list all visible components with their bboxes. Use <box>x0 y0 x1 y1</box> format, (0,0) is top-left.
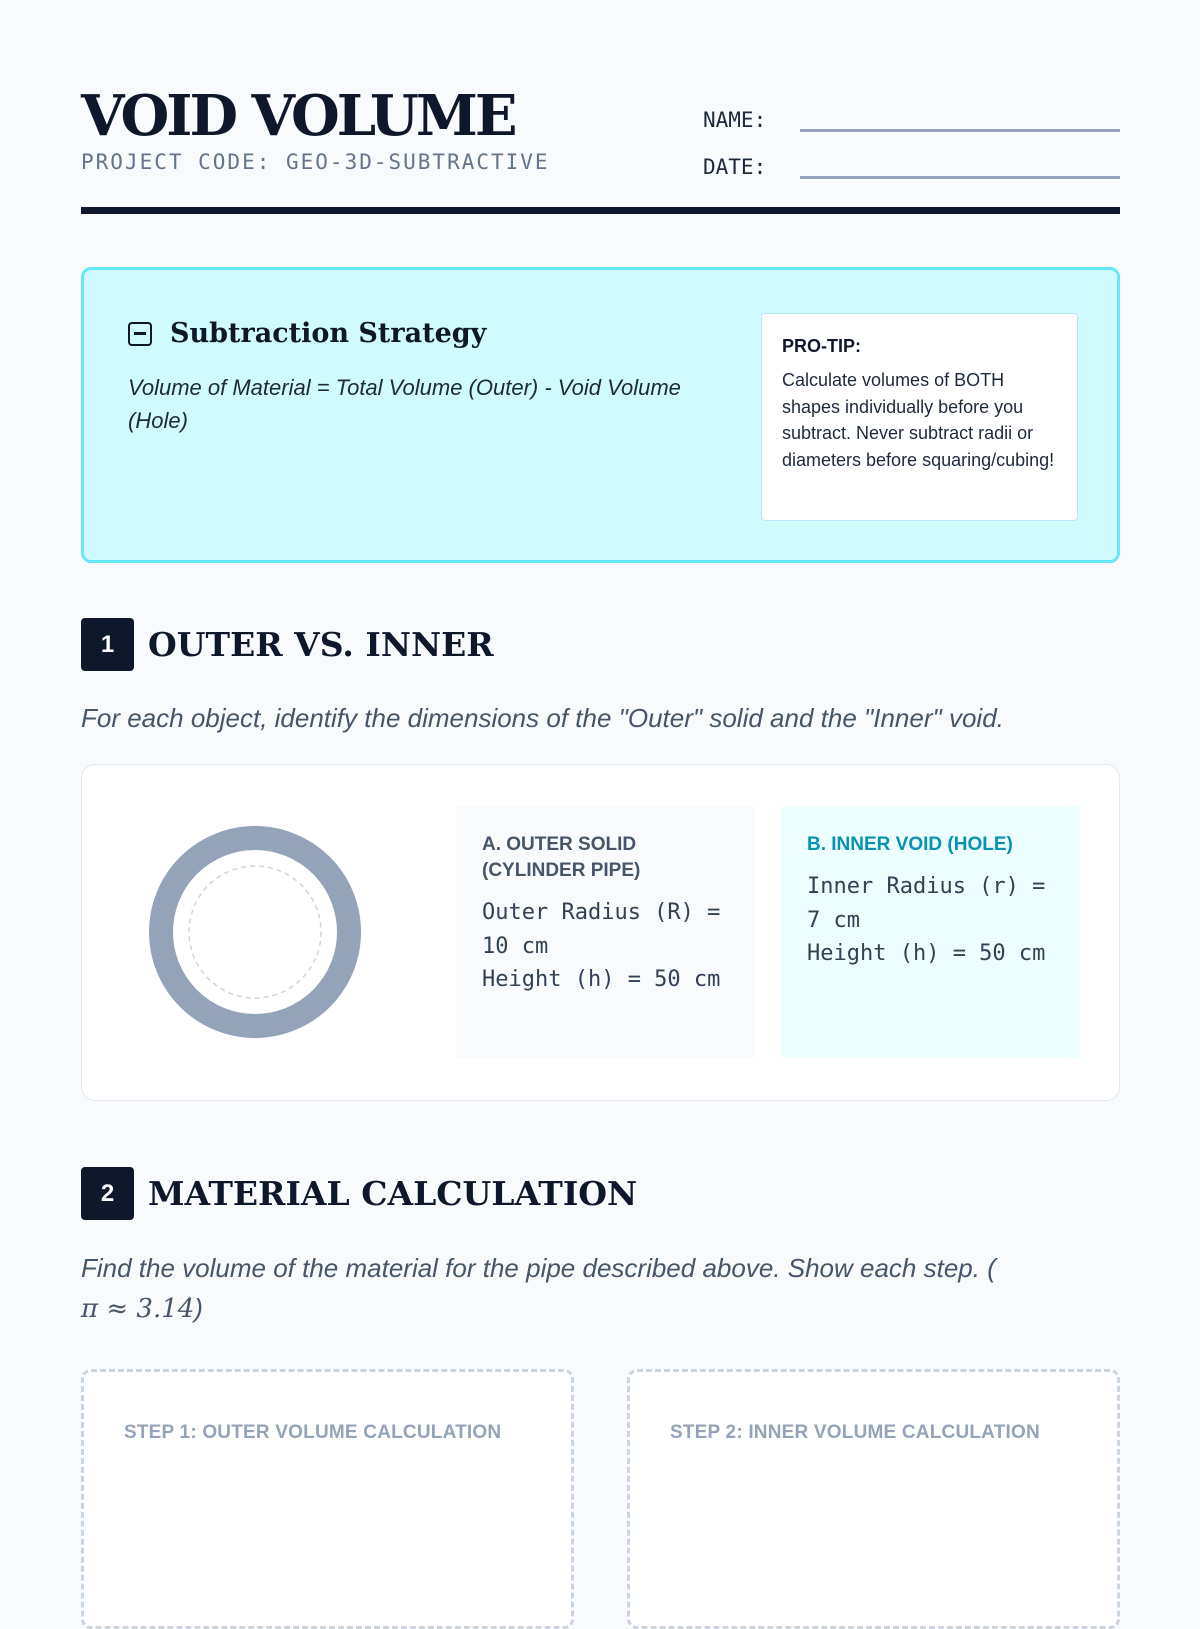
step-1-label: STEP 1: OUTER VOLUME CALCULATION <box>124 1422 502 1443</box>
protip-text: Calculate volumes of BOTH shapes individually before you subtract. Never subtract radii or diameters before squaring/cubing! <box>782 370 1055 470</box>
section-1-title: OUTER VS. INNER <box>148 625 494 664</box>
inner-void-label: B. INNER VOID (HOLE) <box>807 834 1013 855</box>
section-2-number-badge: 2 <box>81 1167 134 1220</box>
step-2-label: STEP 2: INNER VOLUME CALCULATION <box>670 1422 1040 1443</box>
inner-void-panel <box>781 806 1080 1058</box>
section-2-instructions-text: Find the volume of the material for the pipe described above. Show each step. ( <box>81 1253 996 1283</box>
outer-solid-label: A. OUTER SOLID (CYLINDER PIPE) <box>482 834 641 881</box>
pi-approximation: π ≈ 3.14 <box>81 1294 195 1324</box>
pipe-cross-section-figure <box>149 826 361 1038</box>
date-field[interactable] <box>703 143 1120 179</box>
name-field[interactable] <box>703 96 1120 132</box>
outer-radius-value: Outer Radius (R) = 10 cm <box>482 900 721 959</box>
worksheet-header <box>81 0 1120 215</box>
pipe-card <box>81 764 1120 1101</box>
project-code: PROJECT CODE: GEO-3D-SUBTRACTIVE <box>81 150 550 174</box>
inner-height-value: Height (h) = 50 cm <box>807 941 1046 966</box>
strategy-formula: Volume of Material = Total Volume (Outer) - Void Volume (Hole) <box>128 375 681 433</box>
section-2-instructions-close: ) <box>194 1293 203 1323</box>
section-2-title: MATERIAL CALCULATION <box>148 1174 638 1213</box>
strategy-title: Subtraction Strategy <box>170 318 487 349</box>
name-label: NAME: <box>703 108 767 132</box>
name-input-line[interactable] <box>800 129 1120 132</box>
step-2-work-area[interactable] <box>627 1369 1120 1629</box>
section-1-number-badge: 1 <box>81 618 134 671</box>
outer-solid-panel <box>456 806 755 1058</box>
strategy-box <box>81 267 1120 563</box>
inner-radius-value: Inner Radius (r) = 7 cm <box>807 874 1046 933</box>
date-input-line[interactable] <box>800 176 1120 179</box>
protip-title: PRO-TIP: <box>782 336 861 356</box>
section-1-instructions: For each object, identify the dimensions of the "Outer" solid and the "Inner" void. <box>81 703 1004 733</box>
section-1-heading <box>81 618 494 671</box>
page-title: VOID VOLUME <box>81 83 515 149</box>
step-1-work-area[interactable] <box>81 1369 574 1629</box>
section-2-instructions <box>81 1248 1120 1329</box>
header-divider <box>81 207 1120 214</box>
date-label: DATE: <box>703 155 767 179</box>
strategy-heading <box>128 318 486 349</box>
minus-square-icon <box>128 322 152 346</box>
worksheet-page <box>81 0 1120 1443</box>
outer-height-value: Height (h) = 50 cm <box>482 967 721 992</box>
inner-void-circle <box>189 866 321 998</box>
section-2-heading <box>81 1167 637 1220</box>
protip-card <box>761 313 1078 521</box>
